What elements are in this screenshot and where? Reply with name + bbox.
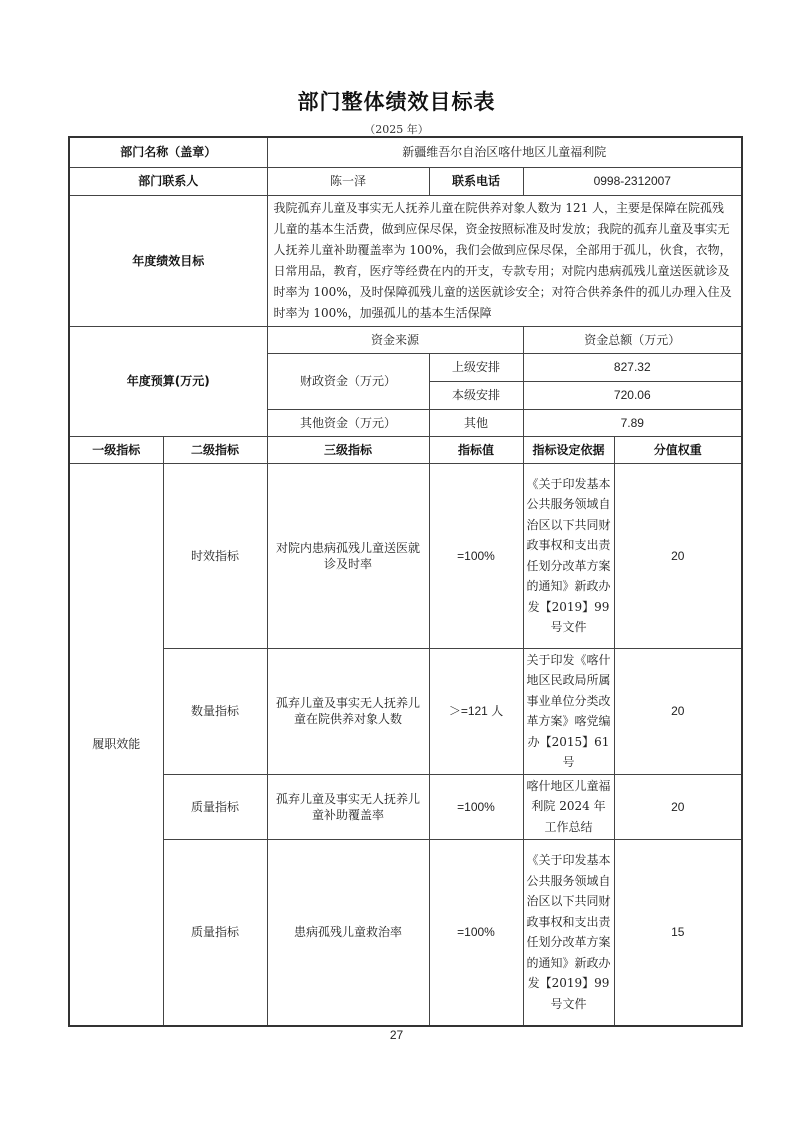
weight-cell: 15 bbox=[614, 839, 742, 1026]
goal-label: 年度绩效目标 bbox=[69, 195, 267, 326]
level2-cell: 数量指标 bbox=[163, 648, 267, 774]
table-row bbox=[69, 774, 742, 839]
table-row bbox=[69, 839, 742, 1026]
upper-label: 上级安排 bbox=[429, 353, 523, 381]
contact-value: 陈一泽 bbox=[267, 167, 429, 195]
header-weight: 分值权重 bbox=[614, 436, 742, 463]
goal-row bbox=[69, 195, 742, 326]
header-level1: 一级指标 bbox=[69, 436, 163, 463]
goal-text: 我院孤弃儿童及事实无人抚养儿童在院供养对象人数为 121 人，主要是保障在院孤残儿童的基本生活费，做到应保尽保，资金按照标准及时发放；我院的孤弃儿童及事实无人抚养儿童补助覆盖率为 100%，我们会做到应保尽保，全部用于孤儿，伙食，衣物，日常用品，教育，医疗等经费在内的开支，专款专用；对院内患病孤残儿童送医就诊及时率为 100%，及时保障孤残儿童的送医就诊安全；对符合供养条件的孤儿办理入住及时率为 100%，加强孤儿的基本生活保障 bbox=[267, 195, 742, 326]
source-header: 资金来源 bbox=[267, 326, 523, 353]
header-value: 指标值 bbox=[429, 436, 523, 463]
indicator-header-row bbox=[69, 436, 742, 463]
other-label: 其他资金（万元） bbox=[267, 409, 429, 436]
level3-cell: 孤弃儿童及事实无人抚养儿童在院供养对象人数 bbox=[267, 648, 429, 774]
table-row bbox=[69, 463, 742, 648]
weight-cell: 20 bbox=[614, 774, 742, 839]
budget-header-row bbox=[69, 326, 742, 353]
performance-table bbox=[68, 136, 743, 1027]
level3-cell: 患病孤残儿童救治率 bbox=[267, 839, 429, 1026]
level1-cell: 履职效能 bbox=[69, 463, 163, 1026]
basis-cell: 《关于印发基本公共服务领域自治区以下共同财政事权和支出责任划分改革方案的通知》新政办发【2019】99号文件 bbox=[523, 463, 614, 648]
other-value: 7.89 bbox=[523, 409, 742, 436]
level2-cell: 质量指标 bbox=[163, 774, 267, 839]
budget-label: 年度预算(万元) bbox=[69, 326, 267, 436]
local-value: 720.06 bbox=[523, 381, 742, 409]
level3-cell: 孤弃儿童及事实无人抚养儿童补助覆盖率 bbox=[267, 774, 429, 839]
phone-label: 联系电话 bbox=[429, 167, 523, 195]
value-cell: ＞=121 人 bbox=[429, 648, 523, 774]
upper-value: 827.32 bbox=[523, 353, 742, 381]
level2-cell: 时效指标 bbox=[163, 463, 267, 648]
header-level2: 二级指标 bbox=[163, 436, 267, 463]
value-cell: =100% bbox=[429, 839, 523, 1026]
header-level3: 三级指标 bbox=[267, 436, 429, 463]
local-label: 本级安排 bbox=[429, 381, 523, 409]
dept-name-label: 部门名称（盖章） bbox=[69, 137, 267, 167]
basis-cell: 《关于印发基本公共服务领域自治区以下共同财政事权和支出责任划分改革方案的通知》新政办发【2019】99号文件 bbox=[523, 839, 614, 1026]
level3-cell: 对院内患病孤残儿童送医就诊及时率 bbox=[267, 463, 429, 648]
value-cell: =100% bbox=[429, 463, 523, 648]
weight-cell: 20 bbox=[614, 463, 742, 648]
total-header: 资金总额（万元） bbox=[523, 326, 742, 353]
contact-label: 部门联系人 bbox=[69, 167, 267, 195]
basis-cell: 喀什地区儿童福利院 2024 年工作总结 bbox=[523, 774, 614, 839]
weight-cell: 20 bbox=[614, 648, 742, 774]
dept-name-value: 新疆维吾尔自治区喀什地区儿童福利院 bbox=[267, 137, 742, 167]
fiscal-label: 财政资金（万元） bbox=[267, 353, 429, 409]
table-row bbox=[69, 648, 742, 774]
page-number: 27 bbox=[389, 1028, 404, 1042]
header-basis: 指标设定依据 bbox=[523, 436, 614, 463]
phone-value: 0998-2312007 bbox=[523, 167, 742, 195]
year-subtitle: （2025 年） bbox=[364, 123, 429, 136]
level2-cell: 质量指标 bbox=[163, 839, 267, 1026]
other-sub-label: 其他 bbox=[429, 409, 523, 436]
dept-name-row bbox=[69, 137, 742, 167]
value-cell: =100% bbox=[429, 774, 523, 839]
page-title: 部门整体绩效目标表 bbox=[297, 90, 496, 114]
basis-cell: 关于印发《喀什地区民政局所属事业单位分类改革方案》喀党编办【2015】61 号 bbox=[523, 648, 614, 774]
contact-row bbox=[69, 167, 742, 195]
